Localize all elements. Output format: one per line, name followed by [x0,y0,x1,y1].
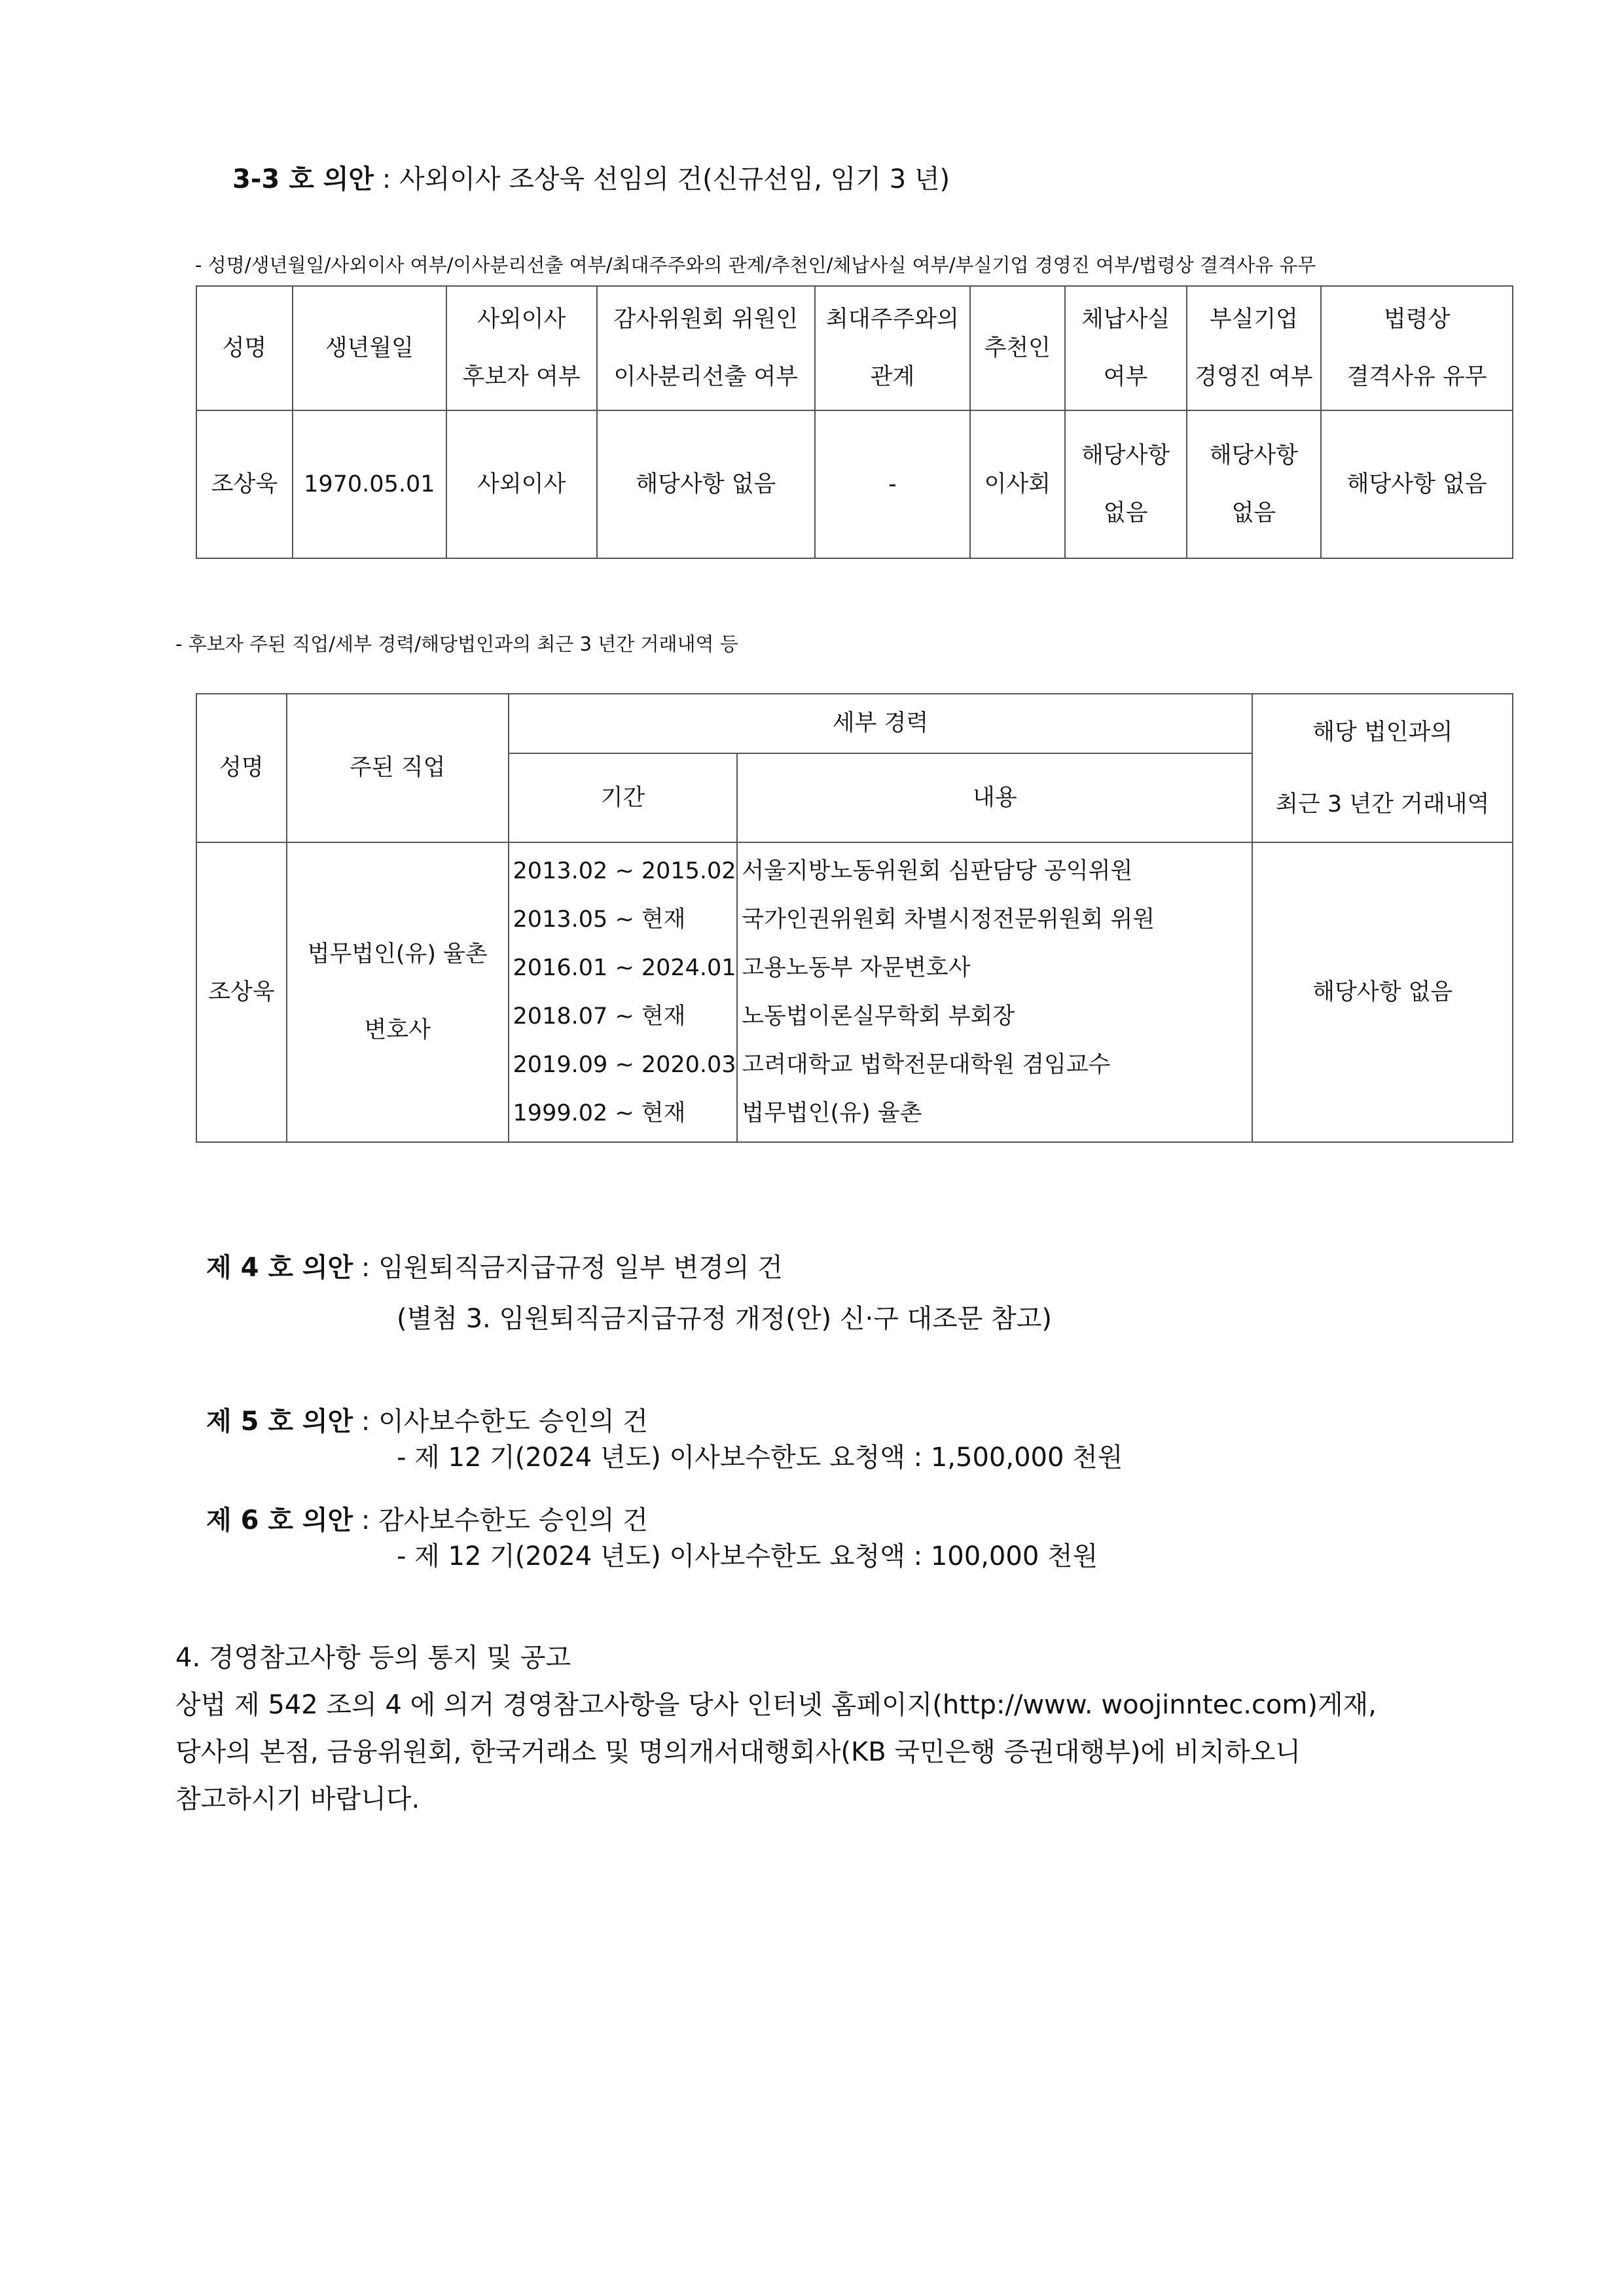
th2-period: 기간 [509,753,738,842]
agenda-6 [206,1503,648,1539]
th-outside-director: 사외이사 후보자 여부 [446,286,597,410]
th2-trade: 해당 법인과의 최근 3 년간 거래내역 [1252,694,1513,842]
candidate-info-table [196,285,1513,559]
td-disqualification: 해당사항 없음 [1321,410,1513,558]
agenda-6-label: 제 6 호 의안 [206,1505,353,1535]
agenda-5-separator: : [353,1407,379,1437]
career-table [196,693,1513,1143]
agenda-5-sub: - 제 12 기(2024 년도) 이사보수한도 요청액 : 1,500,000 천원 [397,1443,1123,1473]
career-period: 2013.02 ~ 2015.02 [513,858,736,884]
section-4-heading: 4. 경영참고사항 등의 통지 및 공고 [175,1643,571,1673]
agenda-5 [206,1404,648,1440]
section-4-line: 상법 제 542 조의 4 에 의거 경영참고사항을 당사 인터넷 홈페이지(http://www. woojinntec.com)게재, [175,1690,1377,1720]
td-outside-director: 사외이사 [446,410,597,558]
td-audit-committee: 해당사항 없음 [597,410,816,558]
agenda-4-text: 임원퇴직금지급규정 일부 변경의 건 [378,1253,783,1283]
table2-row [196,842,1513,1142]
agenda-3-3-text: 사외이사 조상욱 선임의 건(신규선임, 임기 3 년) [399,164,950,194]
td2-job: 법무법인(유) 율촌 변호사 [287,842,509,1142]
th-recommender: 추천인 [970,286,1065,410]
agenda-3-3-label: 3-3 호 의안 [232,164,374,194]
career-content: 고려대학교 법학전문대학원 겸임교수 [742,1052,1111,1078]
career-period: 2019.09 ~ 2020.03 [513,1052,736,1078]
career-content: 서울지방노동위원회 심판담당 공익위원 [742,858,1133,884]
td-recommender: 이사회 [970,410,1065,558]
table1-caption: - 성명/생년월일/사외이사 여부/이사분리선출 여부/최대주주와의 관계/추천인/체납사실 여부/부실기업 경영진 여부/법령상 결격사유 유무 [195,254,1316,276]
career-content: 법무법인(유) 율촌 [742,1100,922,1126]
td2-periods [509,842,738,1142]
career-period: 2018.07 ~ 현재 [513,1003,686,1030]
td2-name: 조상욱 [196,842,287,1142]
th2-content: 내용 [737,753,1252,842]
table1-header-row [196,286,1513,410]
section-4-line: 참고하시기 바랍니다. [175,1784,420,1814]
career-period: 1999.02 ~ 현재 [513,1100,686,1126]
agenda-5-text: 이사보수한도 승인의 건 [378,1407,648,1437]
td-insolvent-exec: 해당사항 없음 [1187,410,1322,558]
agenda-4-separator: : [353,1253,379,1283]
th-insolvent-exec: 부실기업 경영진 여부 [1187,286,1322,410]
agenda-5-label: 제 5 호 의안 [206,1407,353,1437]
table2-caption: - 후보자 주된 직업/세부 경력/해당법인과의 최근 3 년간 거래내역 등 [175,633,738,655]
th-major-shareholder: 최대주주와의 관계 [815,286,970,410]
th2-name: 성명 [196,694,287,842]
th-name: 성명 [196,286,293,410]
th2-job: 주된 직업 [287,694,509,842]
agenda-3-3-separator: : [374,164,399,194]
career-period: 2013.05 ~ 현재 [513,906,686,933]
agenda-4-sub: (별첨 3. 임원퇴직금지급규정 개정(안) 신·구 대조문 참고) [397,1304,1053,1334]
td-tax-delinquency: 해당사항 없음 [1065,410,1187,558]
table1-row [196,410,1513,558]
agenda-6-sub: - 제 12 기(2024 년도) 이사보수한도 요청액 : 100,000 천원 [397,1541,1098,1571]
th-birthdate: 생년월일 [293,286,446,410]
agenda-4-label: 제 4 호 의안 [206,1253,353,1283]
th-disqualification: 법령상 결격사유 유무 [1321,286,1513,410]
td-name: 조상욱 [196,410,293,558]
td-major-shareholder: - [815,410,970,558]
career-period: 2016.01 ~ 2024.01 [513,955,736,981]
agenda-6-text: 감사보수한도 승인의 건 [378,1505,648,1535]
td2-trade: 해당사항 없음 [1252,842,1513,1142]
th-audit-committee: 감사위원회 위원인 이사분리선출 여부 [597,286,816,410]
table2-header-row-1 [196,694,1513,753]
th-tax-delinquency: 체납사실 여부 [1065,286,1187,410]
agenda-4 [206,1250,783,1286]
career-content: 국가인권위원회 차별시정전문위원회 위원 [742,906,1155,933]
th2-career: 세부 경력 [509,694,1253,753]
td-birthdate: 1970.05.01 [293,410,446,558]
td2-contents [737,842,1252,1142]
career-content: 고용노동부 자문변호사 [742,955,971,981]
agenda-6-separator: : [353,1505,379,1535]
section-4 [175,1634,1377,1823]
agenda-3-3-title [232,158,950,196]
career-content: 노동법이론실무학회 부회장 [742,1003,1015,1030]
section-4-line: 당사의 본점, 금융위원회, 한국거래소 및 명의개서대행회사(KB 국민은행 증권대행부)에 비치하오니 [175,1737,1301,1767]
